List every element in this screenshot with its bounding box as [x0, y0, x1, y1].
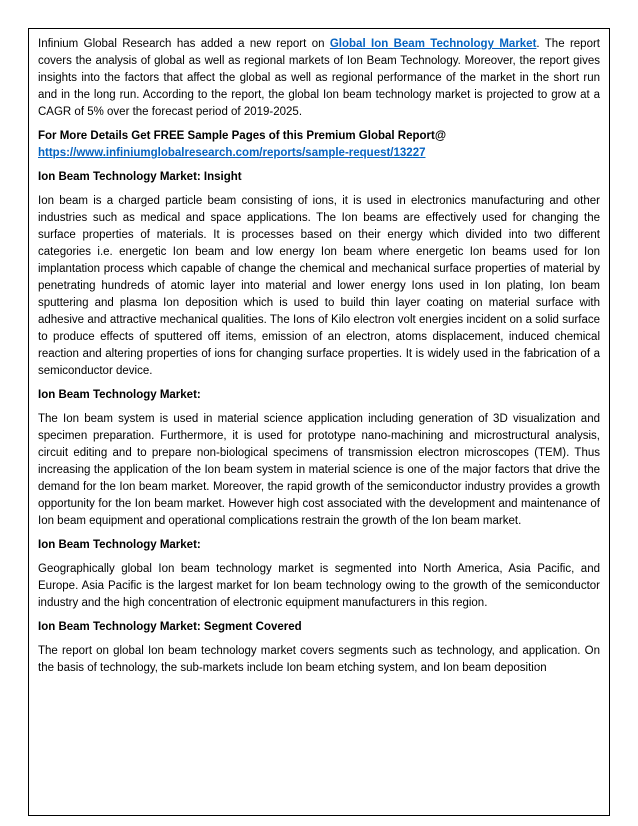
intro-paragraph	[38, 36, 600, 121]
intro-text-rest: . The report covers the analysis of global as well as regional markets of Ion Beam Technology. Moreover, the report gives insights into the factors that affect the global as well as regional performance of the market in the short run and in the long run. According to the report, the global Ion beam technology market is projected to grow at a CAGR of 5% over the forecast period of 2019-2025.	[38, 38, 600, 118]
section-body-regional: Geographically global Ion beam technology market is segmented into North America, Asia Pacific, and Europe. Asia Pacific is the largest market for Ion beam technology owing to the growth of the semiconductor industry and the high concentration of electronic equipment manufacturers in this region.	[38, 563, 600, 609]
cta-block	[38, 128, 600, 162]
section-heading-drivers: Ion Beam Technology Market:	[38, 389, 201, 401]
cta-text: For More Details Get FREE Sample Pages of this Premium Global Report@	[38, 130, 447, 142]
document-body	[38, 36, 600, 684]
report-title-link[interactable]: Global Ion Beam Technology Market	[329, 38, 537, 50]
section-body-insight: Ion beam is a charged particle beam consisting of ions, it is used in electronics manufacturing and other industries such as medical and space applications. The Ion beams are effectively used for changing the surface properties of materials. It is processes based on their energy which divided into two different categories i.e. energetic Ion beam and low energy Ion beam where energetic Ion beams used for Ion implantation process which capable of change the chemical and mechanical surface properties of material by penetrating hundreds of atomic layer into material and lower energy Ions used in Ion plating, Ion beam sputtering and plasma Ion deposition which is used to build thin layer coating on material surface with adhesive and attractive mechanical qualities. The Ions of Kilo electron volt energies incident on a solid surface to produce effects of sputtered off items, emission of an electron, atoms displacement, induced chemical reaction and altering properties of ions for changing surface properties. It is widely used in the fabrication of a semiconductor device.	[38, 195, 600, 377]
section-heading-segments: Ion Beam Technology Market: Segment Covered	[38, 621, 302, 633]
section-heading-regional: Ion Beam Technology Market:	[38, 539, 201, 551]
section-heading-insight: Ion Beam Technology Market: Insight	[38, 171, 242, 183]
sample-request-link[interactable]: https://www.infiniumglobalresearch.com/reports/sample-request/13227	[38, 147, 426, 159]
section-body-segments: The report on global Ion beam technology market covers segments such as technology, and application. On the basis of technology, the sub-markets include Ion beam etching system, and Ion beam deposition	[38, 645, 600, 674]
section-body-drivers: The Ion beam system is used in material science application including generation of 3D visualization and specimen preparation. Furthermore, it is used for prototype nano-machining and microstructural analysis, circuit editing and to prepare non-biological specimens of transmission electron microscopes (TEM). Thus increasing the application of the Ion beam system in material science is one of the major factors that drive the demand for the Ion beam market. Moreover, the rapid growth of the semiconductor industry provides a growth opportunity for the Ion beam market. However high cost associated with the development and maintenance of Ion beam equipment and operational complications restrain the growth of the Ion beam market.	[38, 413, 600, 527]
intro-text-start: Infinium Global Research has added a new report on	[38, 38, 330, 50]
